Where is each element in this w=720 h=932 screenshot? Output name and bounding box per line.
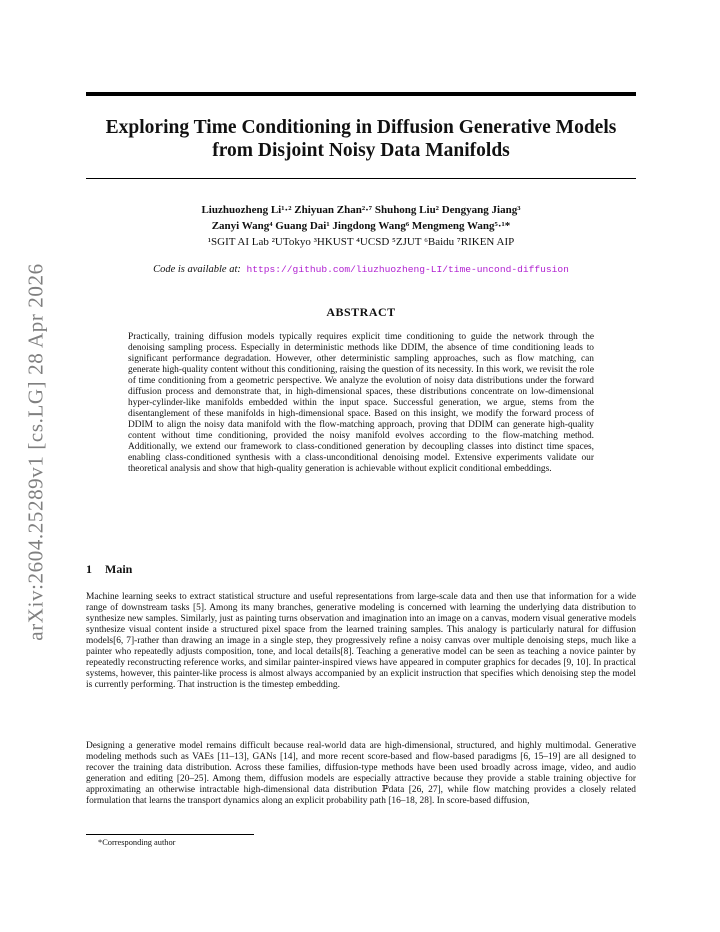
author-block — [86, 202, 636, 250]
title-top-rule — [86, 92, 636, 96]
title-line-1: Exploring Time Conditioning in Diffusion Generative Models — [105, 117, 617, 138]
paper-title — [86, 116, 636, 162]
code-availability — [86, 264, 636, 275]
section-heading — [86, 562, 132, 577]
abstract-body: Practically, training diffusion models typically requires explicit time conditioning to guide the network through the denoising sampling process. Especially in deterministic methods like DDIM, the absence of time conditioning leads to significant performance degradation. However, other deterministic sampling approaches, such as flow matching, can generate high-quality content without this conditioning, raising the question of its necessity. In this work, we revisit the role of time conditioning from a geometric perspective. We analyze the evolution of noisy data distributions under the forward diffusion process and demonstrate that, in high-dimensional spaces, these distributions concentrate on low-dimensional hyper-cylinder-like manifolds embedded within the input space. Successful generation, we argue, stems from the disentanglement of these manifolds in high-dimensional space. Based on this insight, we modify the forward process of DDIM to align the noisy data manifold with the flow-matching approach, proving that DDIM can generate high-quality content without time conditioning, provided the noisy manifold evolves according to the flow-matching method. Additionally, we extend our framework to class-conditioned generation by decoupling classes into distinct time spaces, enabling class-conditioned synthesis with a class-unconditional denoising model. Extensive experiments validate our theoretical analysis and show that high-quality generation is achievable without explicit conditional embeddings. — [128, 332, 594, 474]
author-line-2: Zanyi Wang⁴ Guang Dai¹ Jingdong Wang⁶ Mengmeng Wang⁵·¹* — [211, 220, 511, 232]
title-line-2: from Disjoint Noisy Data Manifolds — [212, 140, 510, 161]
title-bottom-rule — [86, 178, 636, 179]
body-paragraph-1: Machine learning seeks to extract statistical structure and useful representations from large-scale data and then use that information for a wide range of downstream tasks [5]. Among its many branches, generative modeling is concerned with learning the underlying data distribution to synthesize new samples. Similarly, just as painting turns observation and imagination into an image on a canvas, modern visual generative models synthesize visual content inside a structured pixel space from the learned training samples. This analogy is particularly natural for diffusion models[6, 7]-rather than drawing an image in a single step, they progressively refine a noisy canvas over multiple denoising steps, much like a painter who repeatedly adjusts composition, tone, and local details[8]. Teaching a generative model can be seen as teaching a novice painter by repeatedly reconstructing reference works, and similar painter-inspired views have appeared in computer graphics for decades [9, 10]. In practical systems, however, this painter-like process is almost always accompanied by an explicit instruction that specifies which denoising step the model is currently performing. That instruction is the timestep embedding. — [86, 592, 636, 690]
body-paragraph-2: Designing a generative model remains difficult because real-world data are high-dimensional, structured, and highly multimodal. Generative modeling methods such as VAEs [11–13], GANs [14], and more recent score-based and flow-based paradigms [6, 15–19] are all designed to recover the training data distribution. Across these families, diffusion-type methods have been used broadly across image, video, and audio generation and editing [20–25]. Among them, diffusion models are especially attractive because they provide a stable training objective for approximating an otherwise intractable high-dimensional data distribution ℙdata [26, 27], while flow matching provides a closely related formulation that learns the transport dynamics along an explicit probability path [16–18, 28]. In score-based diffusion, — [86, 741, 636, 806]
arxiv-side-stamp: arXiv:2604.25289v1 [cs.LG] 28 Apr 2026 — [23, 263, 48, 641]
code-label: Code is available at: — [153, 264, 241, 275]
abstract-heading: ABSTRACT — [326, 305, 396, 319]
affiliations-line: ¹SGIT AI Lab ²UTokyo ³HKUST ⁴UCSD ⁵ZJUT ⁶Baidu ⁷RIKEN AIP — [207, 236, 515, 248]
author-line-1: Liuzhuozheng Li¹·² Zhiyuan Zhan²·⁷ Shuhong Liu² Dengyang Jiang³ — [201, 204, 521, 216]
section-title: Main — [105, 562, 133, 576]
code-url-link[interactable]: https://github.com/liuzhuozheng-LI/time-uncond-diffusion — [246, 264, 569, 275]
footnote-rule — [86, 834, 254, 835]
footnote: *Corresponding author — [98, 838, 176, 847]
section-number: 1 — [86, 562, 92, 576]
